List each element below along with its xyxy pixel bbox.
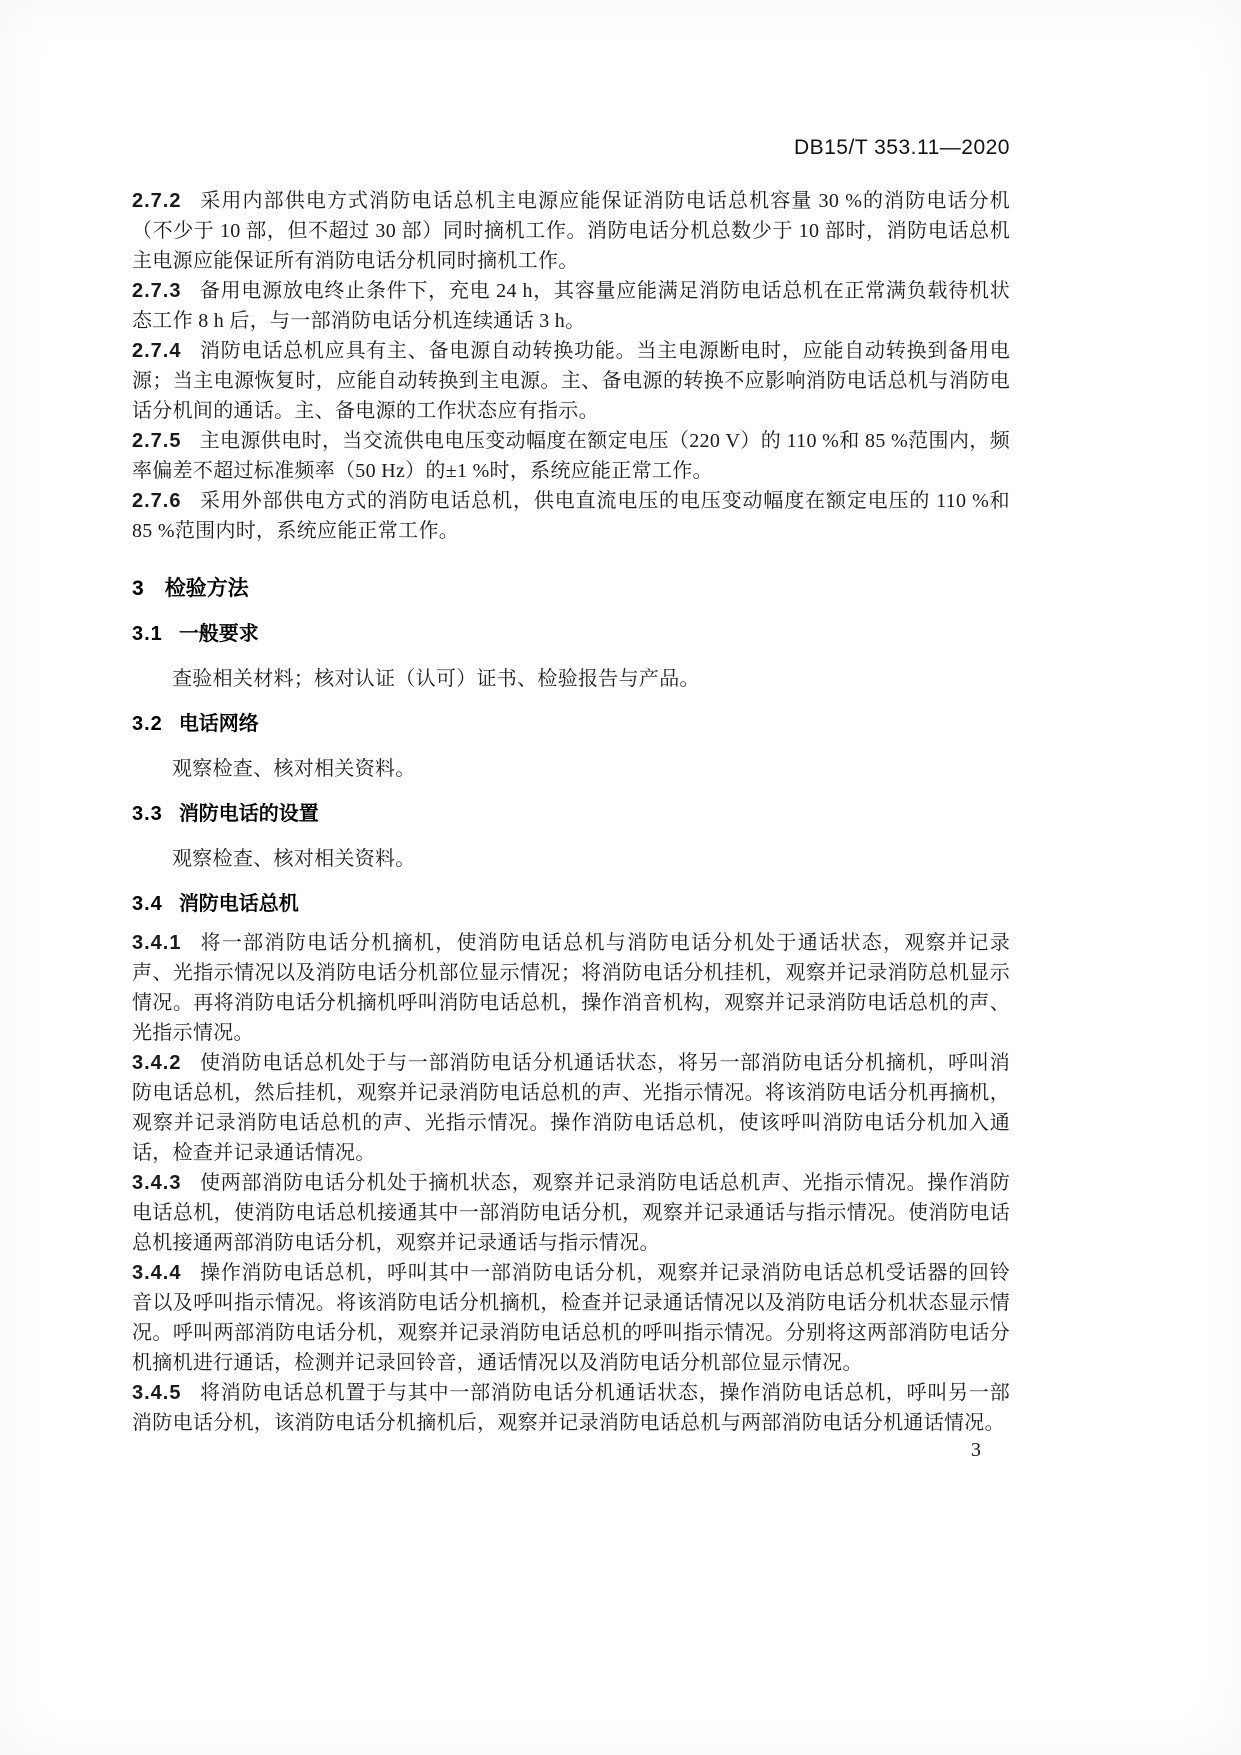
clause-text: 采用内部供电方式消防电话总机主电源应能保证消防电话总机容量 30 %的消防电话分机（不少于 10 部，但不超过 30 部）同时摘机工作。消防电话分机总数少于 10 部时，消防电话总机主电源应能保证所有消防电话分机同时摘机工作。 [132,190,1010,272]
chapter-title: 检验方法 [164,577,249,600]
clause-number: 2.7.5 [132,430,182,452]
doc-number: DB15/T 353.11—2020 [793,136,1010,159]
clause-text: 将消防电话总机置于与其中一部消防电话分机通话状态，操作消防电话总机，呼叫另一部消防电话分机，该消防电话分机摘机后，观察并记录消防电话总机与两部消防电话分机通话情况。 [132,1382,1010,1434]
clause-number: 3.4.4 [132,1262,182,1284]
subsection-title: 电话网络 [178,713,259,735]
clause-text: 消防电话总机应具有主、备电源自动转换功能。当主电源断电时，应能自动转换到备用电源；当主电源恢复时，应能自动转换到主电源。主、备电源的转换不应影响消防电话总机与消防电话分机间的通话。主、备电源的工作状态应有指示。 [132,340,1010,422]
subsection-number: 3.1 [132,623,163,645]
chapter-number: 3 [132,577,145,600]
clause-text: 将一部消防电话分机摘机，使消防电话总机与消防电话分机处于通话状态，观察并记录声、光指示情况以及消防电话分机部位显示情况；将消防电话分机挂机，观察并记录消防总机显示情况。再将消防电话分机摘机呼叫消防电话总机，操作消音机构，观察并记录消防电话总机的声、光指示情况。 [132,932,1010,1044]
clause-number: 2.7.3 [132,280,182,302]
clause-number: 2.7.4 [132,340,182,362]
chapter-heading-3 [132,574,1010,604]
subsection-heading-3-2 [132,709,1010,739]
clause-2-7-3 [132,276,1010,336]
clause-3-4-2 [132,1048,1010,1168]
clauses-3-4 [132,928,1010,1438]
subsection-number: 3.4 [132,893,163,915]
clause-2-7-2 [132,186,1010,276]
clause-number: 3.4.3 [132,1172,182,1194]
clause-text: 采用外部供电方式的消防电话总机，供电直流电压的电压变动幅度在额定电压的 110 %和 85 %范围内时，系统应能正常工作。 [132,490,1010,542]
clause-number: 2.7.6 [132,490,182,512]
subsection-title: 消防电话总机 [178,893,299,915]
clause-3-4-4 [132,1258,1010,1378]
clause-text: 操作消防电话总机，呼叫其中一部消防电话分机，观察并记录消防电话总机受话器的回铃音以及呼叫指示情况。将该消防电话分机摘机，检查并记录通话情况以及消防电话分机状态显示情况。呼叫两部消防电话分机，观察并记录消防电话总机的呼叫指示情况。分别将这两部消防电话分机摘机进行通话，检测并记录回铃音，通话情况以及消防电话分机部位显示情况。 [132,1262,1010,1374]
clause-text: 主电源供电时，当交流供电电压变动幅度在额定电压（220 V）的 110 %和 85 %范围内，频率偏差不超过标准频率（50 Hz）的±1 %时，系统应能正常工作。 [132,430,1010,482]
clause-text: 使两部消防电话分机处于摘机状态，观察并记录消防电话总机声、光指示情况。操作消防电话总机，使消防电话总机接通其中一部消防电话分机，观察并记录通话与指示情况。使消防电话总机接通两部消防电话分机，观察并记录通话与指示情况。 [132,1172,1010,1254]
clause-number: 3.4.2 [132,1052,182,1074]
document-header [132,136,1010,160]
clause-2-7-6 [132,486,1010,546]
subsection-title: 一般要求 [178,623,259,645]
clause-2-7-5 [132,426,1010,486]
subsection-body-3-2: 观察检查、核对相关资料。 [172,758,416,780]
subsection-heading-3-1 [132,619,1010,649]
subsection-heading-3-3 [132,799,1010,829]
clause-3-4-3 [132,1168,1010,1258]
document-content [132,136,1010,1438]
clause-text: 使消防电话总机处于与一部消防电话分机通话状态，将另一部消防电话分机摘机，呼叫消防电话总机，然后挂机，观察并记录消防电话总机的声、光指示情况。将该消防电话分机再摘机，观察并记录消防电话总机的声、光指示情况。操作消防电话总机，使该呼叫消防电话分机加入通话，检查并记录通话情况。 [132,1052,1010,1164]
subsection-heading-3-4 [132,889,1010,919]
subsection-body-3-1: 查验相关材料；核对认证（认可）证书、检验报告与产品。 [172,668,700,690]
page-number: 3 [971,1439,981,1461]
subsection-number: 3.2 [132,713,163,735]
subsection-number: 3.3 [132,803,163,825]
clauses-2-7 [132,186,1010,546]
clause-text: 备用电源放电终止条件下，充电 24 h，其容量应能满足消防电话总机在正常满负载待机状态工作 8 h 后，与一部消防电话分机连续通话 3 h。 [132,280,1010,332]
clause-number: 3.4.5 [132,1382,182,1404]
subsection-title: 消防电话的设置 [178,803,319,825]
clause-number: 2.7.2 [132,190,182,212]
clause-2-7-4 [132,336,1010,426]
clause-number: 3.4.1 [132,932,182,954]
clause-3-4-1 [132,928,1010,1048]
clause-3-4-5 [132,1378,1010,1438]
subsection-body-3-3: 观察检查、核对相关资料。 [172,848,416,870]
